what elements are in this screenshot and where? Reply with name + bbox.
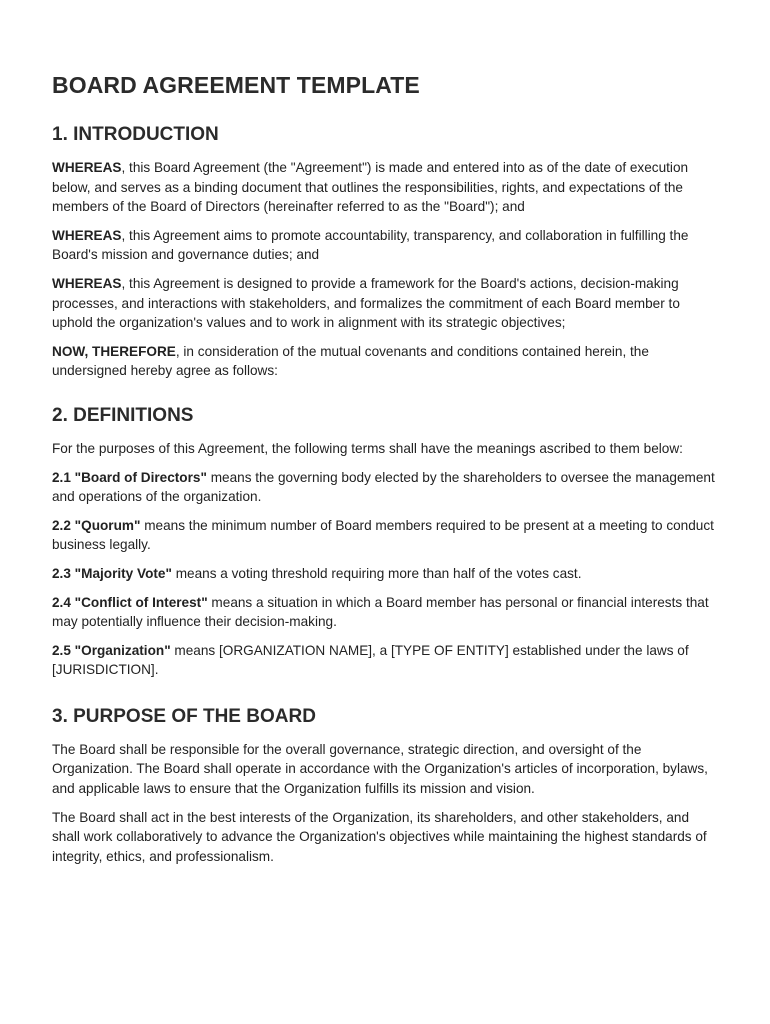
paragraph-lead: WHEREAS xyxy=(52,227,122,243)
definition-conflict-of-interest xyxy=(52,593,718,632)
whereas-paragraph-2 xyxy=(52,226,718,265)
definition-term: 2.3 "Majority Vote" xyxy=(52,565,172,581)
section-definitions xyxy=(52,403,718,680)
now-therefore-paragraph xyxy=(52,342,718,381)
paragraph-text: , in consideration of the mutual covenants and conditions contained herein, the undersigned hereby agree as follows: xyxy=(52,343,649,379)
paragraph-lead: WHEREAS xyxy=(52,275,122,291)
definition-quorum xyxy=(52,516,718,555)
definition-text: means a situation in which a Board member has personal or financial interests that may potentially influence their decision-making. xyxy=(52,594,709,630)
paragraph-text: , this Agreement aims to promote accountability, transparency, and collaboration in fulfilling the Board's mission and governance duties; and xyxy=(52,227,689,263)
definition-organization xyxy=(52,641,718,680)
paragraph-lead: WHEREAS xyxy=(52,160,122,175)
section-purpose-of-the-board xyxy=(52,704,718,867)
definition-board-of-directors xyxy=(52,468,718,507)
definition-term: 2.5 "Organization" xyxy=(52,642,171,658)
purpose-paragraph-1: The Board shall be responsible for the overall governance, strategic direction, and oversight of the Organization. The Board shall operate in accordance with the Organization's articles of incorporation, bylaws, and applicable laws to ensure that the Organization fulfills its mission and vision. xyxy=(52,741,708,797)
purpose-paragraph-2: The Board shall act in the best interests of the Organization, its shareholders, and other stakeholders, and shall work collaboratively to advance the Organization's objectives while maintaining the highest standards of integrity, ethics, and professionalism. xyxy=(52,809,707,864)
definition-text: means the minimum number of Board members required to be present at a meeting to conduct business legally. xyxy=(52,517,714,553)
paragraph-lead: NOW, THEREFORE xyxy=(52,343,176,359)
definition-term: 2.4 "Conflict of Interest" xyxy=(52,594,208,610)
definitions-intro: For the purposes of this Agreement, the following terms shall have the meanings ascribed to them below: xyxy=(52,440,683,456)
section-heading-introduction: 1. INTRODUCTION xyxy=(52,124,219,145)
section-heading-definitions: 2. DEFINITIONS xyxy=(52,404,194,426)
definition-term: 2.2 "Quorum" xyxy=(52,517,141,533)
definition-text: means a voting threshold requiring more than half of the votes cast. xyxy=(171,565,582,581)
section-introduction xyxy=(52,122,718,381)
paragraph-text: , this Board Agreement (the "Agreement") is made and entered into as of the date of execution below, and serves as a binding document that outlines the responsibilities, rights, and expectations of the members of the Board of Directors (hereinafter referred to as the "Board"); and xyxy=(52,160,689,215)
whereas-paragraph-3 xyxy=(52,274,718,333)
definition-text: means the governing body elected by the shareholders to oversee the management and operations of the organization. xyxy=(52,469,715,505)
paragraph-text: , this Agreement is designed to provide a framework for the Board's actions, decision-making processes, and interactions with stakeholders, and formalizes the commitment of each Board member to uphold the organization's values and to work in alignment with its strategic objectives; xyxy=(52,275,680,331)
section-heading-purpose: 3. PURPOSE OF THE BOARD xyxy=(52,705,316,727)
definition-term: 2.1 "Board of Directors" xyxy=(52,469,207,485)
whereas-paragraph-1 xyxy=(52,158,718,217)
document-title: BOARD AGREEMENT TEMPLATE xyxy=(52,72,420,98)
definition-majority-vote xyxy=(52,564,718,584)
definition-text: means [ORGANIZATION NAME], a [TYPE OF ENTITY] established under the laws of [JURISDICTION]. xyxy=(52,642,689,678)
